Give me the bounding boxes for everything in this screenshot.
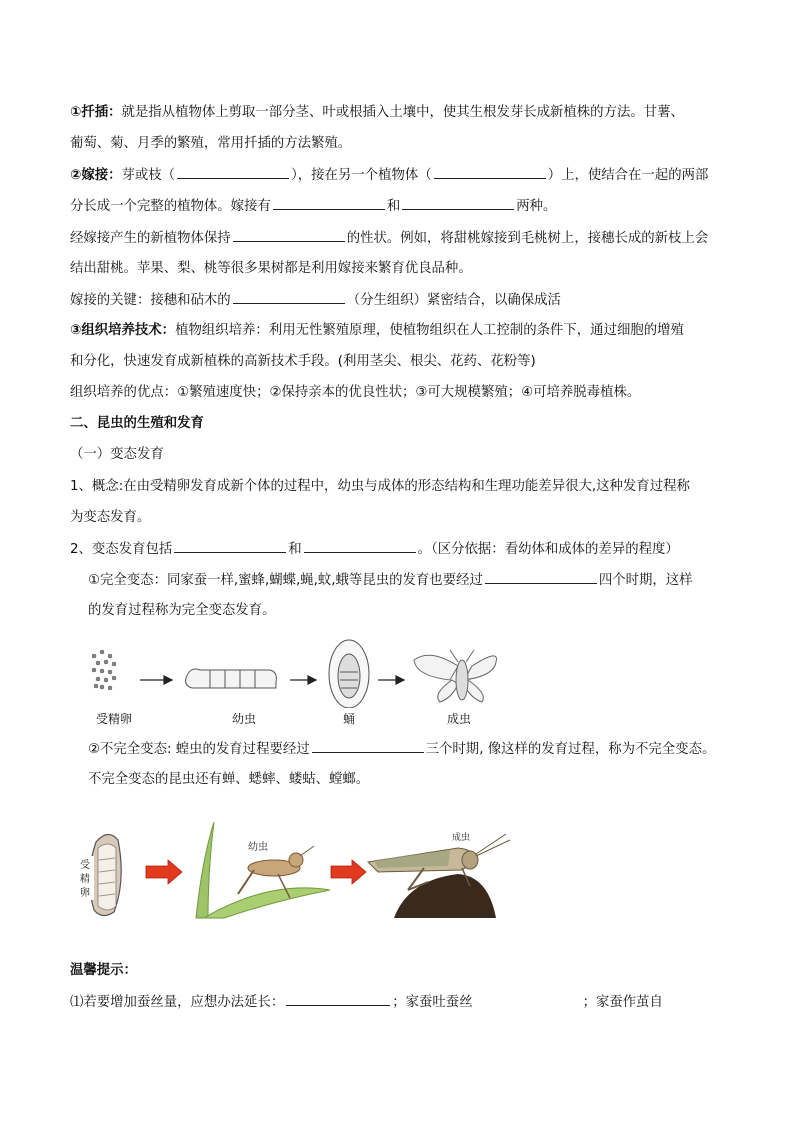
egg-label-char-3: 卵	[80, 888, 90, 899]
subsection-metamorphosis: （一）变态发育	[70, 447, 164, 462]
grafting-text-a: 芽或枝（	[121, 168, 176, 183]
complete-text-b: 四个时期，这样	[598, 573, 693, 588]
cutting-paragraph-line1	[70, 104, 684, 122]
tip-text-b: ；家蚕吐蚕丝	[392, 995, 473, 1010]
adult-label: 成虫	[452, 833, 471, 843]
cutting-text-1: 就是指从植物体上剪取一部分茎、叶或根插入土壤中，使其生根发芽长成新植株的方法。甘薯、	[121, 105, 684, 120]
incomplete-text-b: 三个时期, 像这样的发育过程，称为不完全变态。	[425, 742, 716, 757]
adult-locust-illustration	[368, 834, 510, 918]
graft-key-text-b: （分生组织）紧密结合，以确保成活	[346, 293, 561, 308]
cutting-heading: ①扦插：	[70, 105, 122, 120]
arrow-icon	[378, 676, 404, 684]
graft-trait-text-b: 的性状。例如，将甜桃嫁接到毛桃树上，接穗长成的新枝上会	[346, 231, 709, 246]
grafting-text-b: ），接在另一个植物体（	[291, 168, 432, 183]
tissue-culture-line2: 和分化，快速发育成新植株的高新技术手段。(利用茎尖、根尖、花药、花粉等)	[70, 354, 536, 369]
silkworm-larva-illustration	[186, 669, 277, 688]
fill-blank-rootstock[interactable]	[434, 166, 546, 179]
tip-text-c: ；家蚕作茧自	[582, 995, 663, 1010]
fill-blank-three-stages[interactable]	[312, 740, 424, 753]
arrow-icon	[140, 676, 172, 684]
silk-moth-illustration	[414, 650, 497, 702]
incomplete-text-a: ②不完全变态: 蝗虫的发育过程要经过	[88, 742, 310, 757]
label-pupa: 蛹	[343, 712, 356, 726]
red-arrow-icon	[331, 860, 366, 884]
pupa-illustration	[329, 640, 369, 708]
fill-blank-cambium[interactable]	[233, 291, 345, 304]
tissue-culture-line1	[70, 322, 684, 340]
arrow-icon	[290, 676, 316, 684]
grafting-text-c: ）上，使结合在一起的两部	[547, 168, 709, 183]
grafting-paragraph-line1	[70, 166, 708, 185]
fill-blank-trait[interactable]	[233, 229, 345, 242]
complete-text-a: ①完全变态：同家蚕一样,蜜蜂,蝴蝶,蝇,蚊,蛾等昆虫的发育也要经过	[88, 573, 483, 588]
concept-line1: 1、概念:在由受精卵发育成新个体的过程中，幼虫与成体的形态结构和生理功能差异很大,这种发育过程称	[70, 479, 690, 494]
incomplete-metamorphosis-line2: 不完全变态的昆虫还有蝉、蟋蟀、蝼蛄、螳螂。	[88, 772, 370, 787]
red-arrow-icon	[146, 860, 182, 884]
fill-blank-incomplete[interactable]	[304, 540, 416, 553]
graft-key-text-a: 嫁接的关键：接穗和砧木的	[70, 293, 231, 308]
nymph-on-leaf-illustration	[196, 822, 330, 918]
incomplete-metamorphosis-figure	[78, 820, 518, 920]
graft-trait-line1	[70, 229, 708, 248]
metamorphosis-types-line	[70, 540, 679, 559]
tips-heading: 温馨提示：	[70, 963, 137, 978]
label-egg: 受精卵	[96, 712, 133, 726]
eggs-illustration	[92, 650, 116, 690]
cutting-paragraph-line2: 葡萄、菊、月季的繁殖，常用扦插的方法繁殖。	[70, 136, 352, 151]
types-text-c: 。（区分依据：看幼体和成体的差异的程度）	[417, 542, 679, 557]
label-larva: 幼虫	[232, 712, 257, 726]
grafting-heading: ②嫁接：	[70, 168, 122, 183]
tips-line1	[70, 993, 663, 1012]
complete-metamorphosis-line2: 的发育过程称为完全变态发育。	[88, 603, 276, 618]
fill-blank-larva-period[interactable]	[286, 993, 390, 1006]
concept-line2: 为变态发育。	[70, 510, 151, 525]
fill-blank-graft-type-2[interactable]	[402, 197, 514, 210]
fill-blank-graft-type-1[interactable]	[273, 197, 385, 210]
tip-text-a: ⑴若要增加蚕丝量，应想办法延长：	[70, 995, 285, 1010]
fill-blank-complete[interactable]	[174, 540, 286, 553]
grafting-types-text-b: 和	[386, 199, 401, 214]
complete-metamorphosis-line1	[88, 571, 693, 590]
tissue-culture-advantages: 组织培养的优点：①繁殖速度快；②保持亲本的优良性状；③可大规模繁殖；④可培养脱毒植株。	[70, 385, 641, 400]
section-insect-heading: 二、昆虫的生殖和发育	[70, 416, 204, 431]
grafting-paragraph-line2	[70, 197, 556, 216]
graft-trait-text-a: 经嫁接产生的新植物体保持	[70, 231, 231, 246]
egg-label-char-1: 受	[80, 860, 90, 871]
egg-label-char-2: 精	[80, 874, 90, 885]
tissue-culture-heading: ③组织培养技术：	[70, 323, 176, 338]
complete-metamorphosis-figure	[80, 636, 510, 708]
fill-blank-scion[interactable]	[177, 166, 289, 179]
label-adult: 成虫	[447, 712, 472, 726]
nymph-label: 幼虫	[248, 842, 268, 853]
types-text-a: 2、变态发育包括	[70, 542, 173, 557]
graft-key-line	[70, 291, 561, 310]
tissue-culture-text-1: 植物组织培养：利用无性繁殖原理，使植物组织在人工控制的条件下，通过细胞的增殖	[175, 323, 684, 338]
grafting-types-text-a: 分长成一个完整的植物体。嫁接有	[70, 199, 271, 214]
incomplete-metamorphosis-line1	[88, 740, 715, 759]
grafting-types-text-c: 两种。	[516, 199, 557, 214]
types-text-b: 和	[288, 542, 302, 557]
graft-trait-line2: 结出甜桃。苹果、梨、桃等很多果树都是利用嫁接来繁育优良品种。	[70, 261, 472, 276]
fill-blank-four-stages[interactable]	[485, 571, 597, 584]
